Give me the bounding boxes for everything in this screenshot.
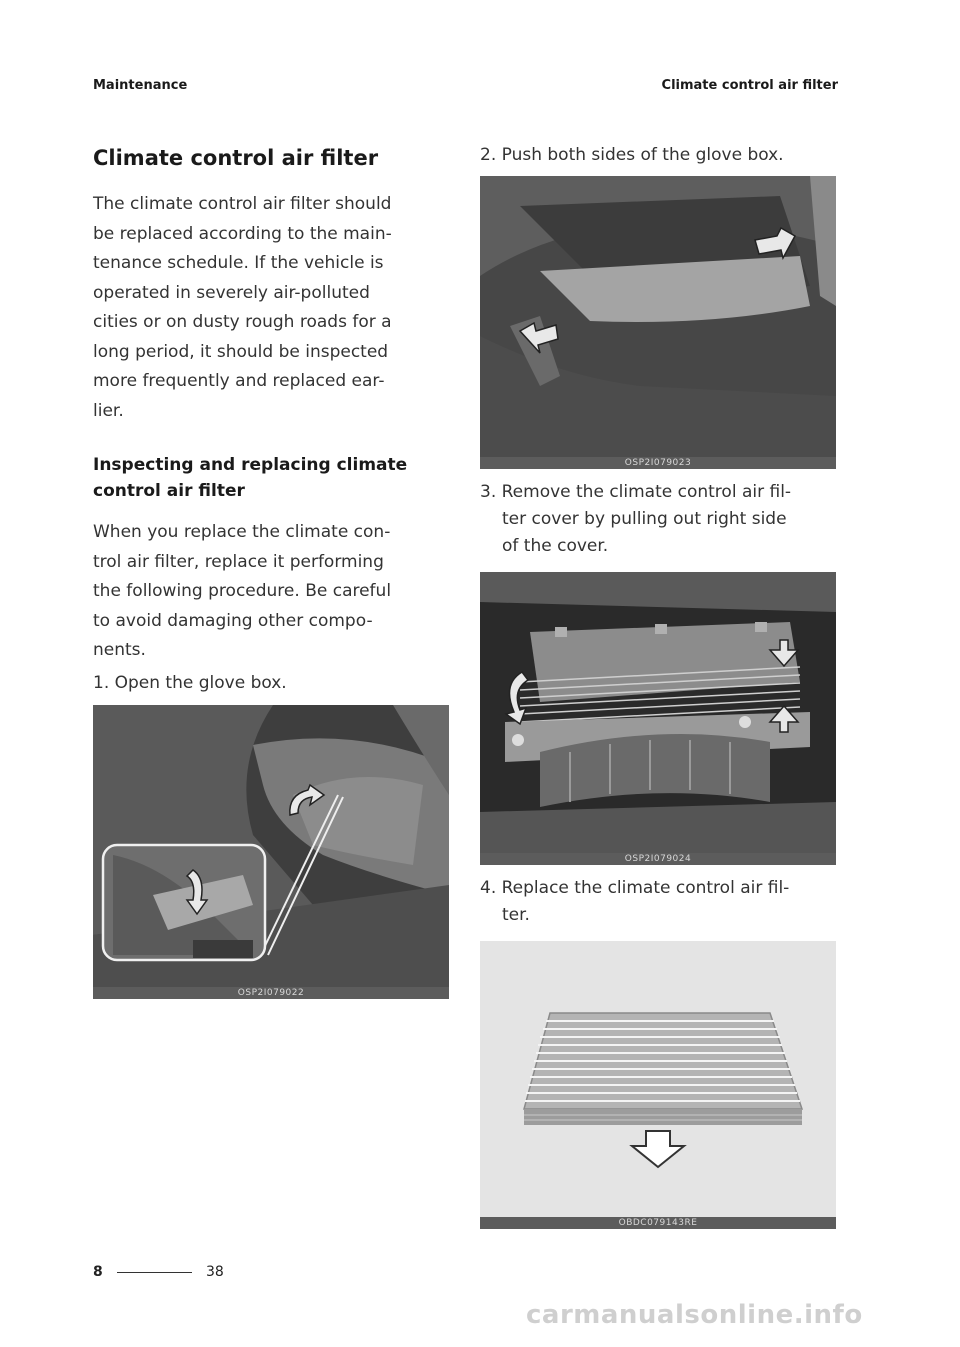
figure-remove-filter-cover xyxy=(480,572,836,865)
subsection-title xyxy=(93,452,449,504)
section-title: Climate control air filter xyxy=(93,146,379,170)
running-header-topic: Climate control air filter xyxy=(661,78,838,93)
watermark: carmanualsonline.info xyxy=(526,1300,863,1330)
step-2: 2. Push both sides of the glove box. xyxy=(480,145,784,165)
figure-code: OSP2I079022 xyxy=(93,987,449,999)
intro-line: cities or on dusty rough roads for a xyxy=(93,312,392,332)
subsection-title-line: control air filter xyxy=(93,481,245,501)
intro-line: more frequently and replaced ear- xyxy=(93,371,385,391)
procedure-paragraph xyxy=(93,518,449,666)
running-header-section: Maintenance xyxy=(93,78,188,93)
intro-line: lier. xyxy=(93,400,124,421)
step-3-line: 3. Remove the climate control air fil- xyxy=(480,482,792,502)
step-1: 1. Open the glove box. xyxy=(93,672,287,693)
intro-line: tenance schedule. If the vehicle is xyxy=(93,253,384,273)
filter-cover-illustration xyxy=(480,572,836,865)
body-line: When you replace the climate con- xyxy=(93,522,391,542)
right-column xyxy=(480,146,836,1229)
glove-box-open-illustration xyxy=(93,705,449,999)
step-3 xyxy=(480,479,836,560)
figure-replace-filter xyxy=(480,941,836,1229)
intro-line: operated in severely air-polluted xyxy=(93,282,370,303)
body-line: trol air filter, replace it performing xyxy=(93,551,384,572)
step-3-line: ter cover by pulling out right side xyxy=(502,509,787,529)
intro-line: The climate control air filter should xyxy=(93,194,392,214)
step-3-line: of the cover. xyxy=(502,536,609,556)
intro-line: long period, it should be inspected xyxy=(93,341,389,362)
subsection-title-line: Inspecting and replacing climate xyxy=(93,455,408,475)
body-line: nents. xyxy=(93,640,146,660)
step-4-line: ter. xyxy=(502,905,530,925)
page-number-divider xyxy=(117,1272,192,1273)
body-line: the following procedure. Be careful xyxy=(93,581,392,601)
figure-push-glove-box xyxy=(480,176,836,469)
intro-paragraph xyxy=(93,190,449,426)
figure-open-glove-box xyxy=(93,705,449,999)
step-4 xyxy=(480,875,836,929)
left-column xyxy=(93,146,449,999)
figure-code: OSP2I079024 xyxy=(480,853,836,865)
glove-box-push-illustration xyxy=(480,176,836,469)
page-number: 38 xyxy=(206,1264,224,1280)
intro-line: be replaced according to the main- xyxy=(93,223,392,244)
body-line: to avoid damaging other compo- xyxy=(93,610,373,631)
figure-code: OSP2I079023 xyxy=(480,457,836,469)
section-number: 8 xyxy=(93,1264,103,1280)
air-filter-illustration xyxy=(480,941,836,1229)
figure-code: OBDC079143RE xyxy=(480,1217,836,1229)
step-4-line: 4. Replace the climate control air fil- xyxy=(480,878,790,898)
